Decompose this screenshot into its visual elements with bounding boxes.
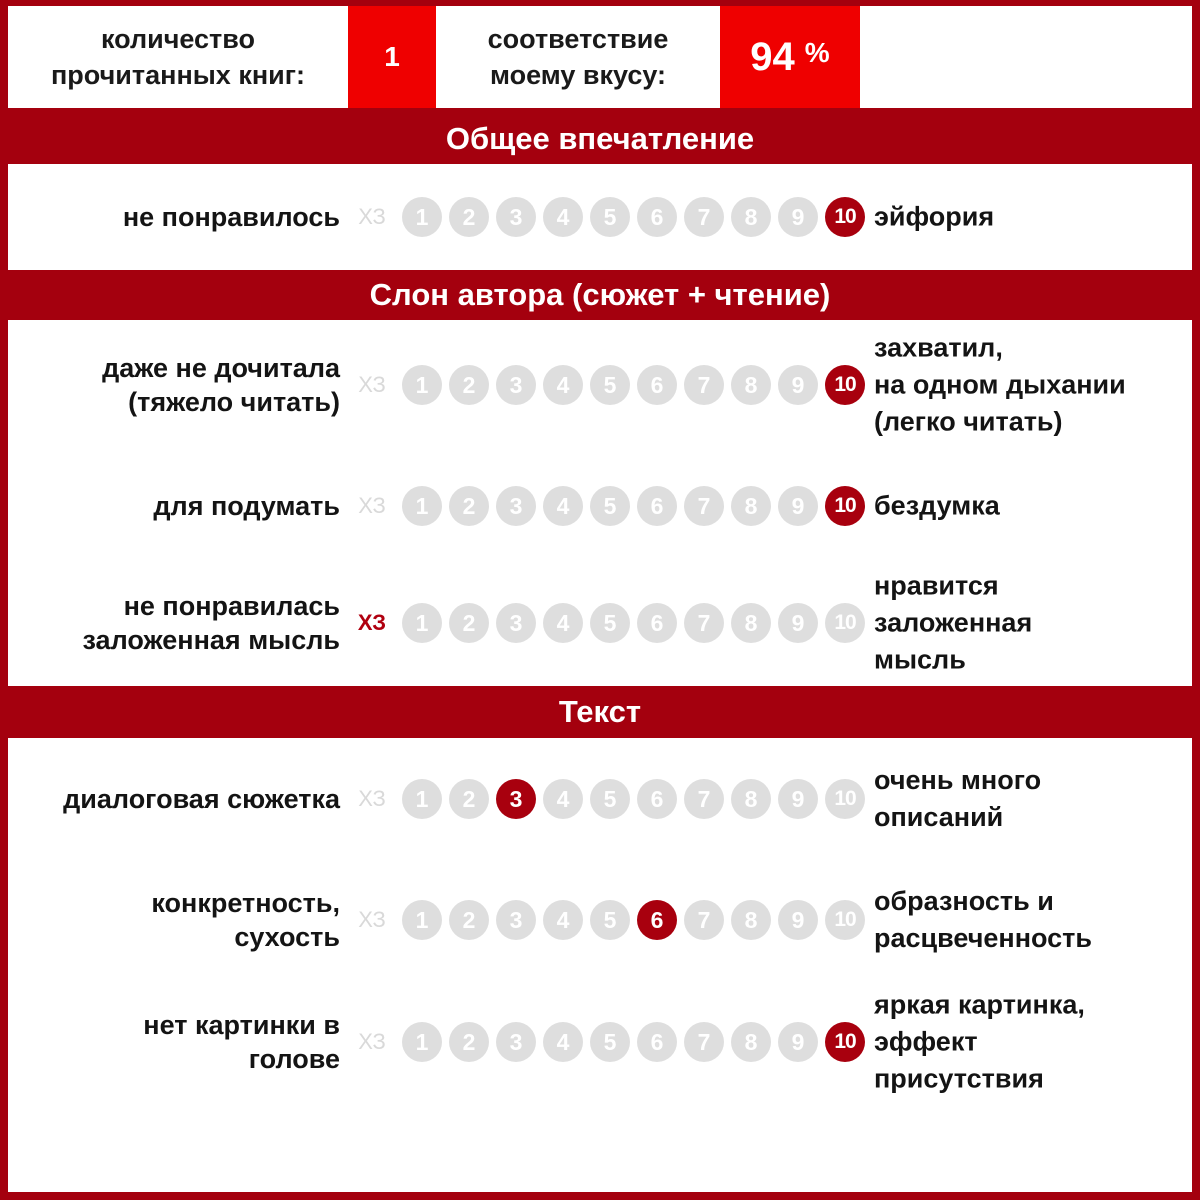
rating-option-5[interactable]: 5 (590, 779, 630, 819)
rating-option-4[interactable]: 4 (543, 486, 583, 526)
rating-option-10[interactable]: 10 (825, 603, 865, 643)
rating-option-5[interactable]: 5 (590, 603, 630, 643)
rating-option-unknown[interactable]: ХЗ (358, 372, 386, 397)
rating-option-4[interactable]: 4 (543, 603, 583, 643)
taste-match-number: 94 (750, 34, 795, 79)
row-right-label: бездумка (874, 490, 1000, 521)
rating-option-7[interactable]: 7 (684, 603, 724, 643)
taste-match-label-text: соответствие моему вкусу: (487, 24, 669, 90)
rating-option-10[interactable]: 10 (825, 486, 865, 526)
rating-option-9[interactable]: 9 (778, 197, 818, 237)
rating-option-2[interactable]: 2 (449, 197, 489, 237)
row-left-label: конкретность, сухость (151, 888, 340, 952)
stats-bar-blank (860, 6, 1192, 108)
taste-match-value (720, 6, 860, 108)
rating-option-2[interactable]: 2 (449, 900, 489, 940)
rating-option-2[interactable]: 2 (449, 486, 489, 526)
rating-scale (352, 603, 872, 643)
rating-option-unknown[interactable]: ХЗ (357, 610, 387, 635)
rating-option-8[interactable]: 8 (731, 603, 771, 643)
rating-option-9[interactable]: 9 (778, 1022, 818, 1062)
section-header-author-style (8, 270, 1192, 320)
rating-option-5[interactable]: 5 (590, 197, 630, 237)
rating-option-10[interactable]: 10 (825, 900, 865, 940)
row-left-label: диалоговая сюжетка (63, 784, 340, 814)
rating-option-7[interactable]: 7 (684, 197, 724, 237)
section-title: Текст (558, 694, 642, 729)
rating-option-1[interactable]: 1 (402, 603, 442, 643)
row-left-label: для подумать (153, 491, 340, 521)
rating-option-unknown[interactable]: ХЗ (358, 786, 386, 811)
books-count-value-text: 1 (384, 41, 400, 72)
rating-option-7[interactable]: 7 (684, 486, 724, 526)
rating-option-10[interactable]: 10 (825, 365, 865, 405)
rating-option-10[interactable]: 10 (825, 779, 865, 819)
section-title: Слон автора (сюжет + чтение) (369, 277, 831, 312)
rating-option-4[interactable]: 4 (543, 365, 583, 405)
row-left-label: не понравилось (122, 202, 340, 232)
rating-option-8[interactable]: 8 (731, 197, 771, 237)
rating-option-9[interactable]: 9 (778, 486, 818, 526)
rating-option-7[interactable]: 7 (684, 365, 724, 405)
section-header-text (8, 686, 1192, 738)
rating-option-6[interactable]: 6 (637, 603, 677, 643)
rating-option-5[interactable]: 5 (590, 900, 630, 940)
row-right-label: нравится заложенная мысль (874, 570, 1033, 675)
row-left-label: не понравилась заложенная мысль (82, 591, 340, 655)
rating-option-1[interactable]: 1 (402, 900, 442, 940)
rating-option-4[interactable]: 4 (543, 900, 583, 940)
rating-option-6[interactable]: 6 (637, 900, 677, 940)
rating-option-unknown[interactable]: ХЗ (358, 1029, 386, 1054)
row-right-label: захватил, на одном дыхании (легко читать) (874, 332, 1126, 437)
rating-option-10[interactable]: 10 (825, 1022, 865, 1062)
section-header-overall (8, 114, 1192, 164)
rating-option-1[interactable]: 1 (402, 1022, 442, 1062)
rating-option-5[interactable]: 5 (590, 365, 630, 405)
rating-option-1[interactable]: 1 (402, 365, 442, 405)
rating-option-9[interactable]: 9 (778, 900, 818, 940)
books-count-label (8, 6, 348, 108)
row-right-label: яркая картинка, эффект присутствия (874, 989, 1085, 1094)
rating-option-7[interactable]: 7 (684, 900, 724, 940)
rating-scale (352, 1022, 872, 1062)
rating-option-3[interactable]: 3 (496, 1022, 536, 1062)
rating-option-unknown[interactable]: ХЗ (358, 204, 386, 229)
rating-row (8, 320, 1192, 450)
rating-option-1[interactable]: 1 (402, 197, 442, 237)
rating-row (8, 860, 1192, 980)
rating-scale (352, 486, 872, 526)
row-left-label: даже не дочитала (тяжело читать) (102, 353, 340, 417)
rating-option-9[interactable]: 9 (778, 603, 818, 643)
rating-option-unknown[interactable]: ХЗ (358, 493, 386, 518)
row-right-label: очень много описаний (874, 765, 1042, 832)
rating-scale (352, 900, 872, 940)
rating-option-2[interactable]: 2 (449, 1022, 489, 1062)
rating-option-6[interactable]: 6 (637, 779, 677, 819)
percent-sign: % (804, 37, 830, 68)
rating-option-3[interactable]: 3 (496, 779, 536, 819)
rating-option-3[interactable]: 3 (496, 365, 536, 405)
rating-row (8, 980, 1192, 1104)
rating-option-6[interactable]: 6 (637, 365, 677, 405)
rating-option-3[interactable]: 3 (496, 197, 536, 237)
rating-option-2[interactable]: 2 (449, 365, 489, 405)
rating-option-3[interactable]: 3 (496, 603, 536, 643)
rating-option-2[interactable]: 2 (449, 779, 489, 819)
rating-option-unknown[interactable]: ХЗ (358, 907, 386, 932)
rating-scale (352, 779, 872, 819)
rating-option-1[interactable]: 1 (402, 486, 442, 526)
rating-option-9[interactable]: 9 (778, 365, 818, 405)
row-right-label: эйфория (874, 201, 995, 232)
rating-option-4[interactable]: 4 (543, 779, 583, 819)
rating-option-8[interactable]: 8 (731, 486, 771, 526)
rating-option-3[interactable]: 3 (496, 486, 536, 526)
rating-option-10[interactable]: 10 (825, 197, 865, 237)
rating-option-8[interactable]: 8 (731, 900, 771, 940)
rating-option-6[interactable]: 6 (637, 197, 677, 237)
rating-option-5[interactable]: 5 (590, 1022, 630, 1062)
rating-option-1[interactable]: 1 (402, 779, 442, 819)
stats-bar (8, 6, 1192, 114)
row-left-label: нет картинки в голове (143, 1010, 340, 1074)
rating-option-7[interactable]: 7 (684, 1022, 724, 1062)
rating-option-8[interactable]: 8 (731, 779, 771, 819)
rating-scale (352, 197, 872, 237)
rating-option-2[interactable]: 2 (449, 603, 489, 643)
rating-option-6[interactable]: 6 (637, 1022, 677, 1062)
row-right-label: образность и расцвеченность (874, 886, 1092, 953)
rating-option-5[interactable]: 5 (590, 486, 630, 526)
rating-row (8, 450, 1192, 562)
rating-option-8[interactable]: 8 (731, 1022, 771, 1062)
rating-option-6[interactable]: 6 (637, 486, 677, 526)
taste-match-label (436, 6, 720, 108)
rating-option-4[interactable]: 4 (543, 1022, 583, 1062)
rating-scale (352, 365, 872, 405)
rating-row (8, 164, 1192, 270)
rating-option-3[interactable]: 3 (496, 900, 536, 940)
rating-row (8, 562, 1192, 684)
rating-option-7[interactable]: 7 (684, 779, 724, 819)
rating-row (8, 738, 1192, 860)
rating-option-9[interactable]: 9 (778, 779, 818, 819)
rating-option-4[interactable]: 4 (543, 197, 583, 237)
books-count-value (348, 6, 436, 108)
section-title: Общее впечатление (445, 121, 755, 156)
rating-option-8[interactable]: 8 (731, 365, 771, 405)
books-count-label-text: количество прочитанных книг: (51, 24, 305, 90)
